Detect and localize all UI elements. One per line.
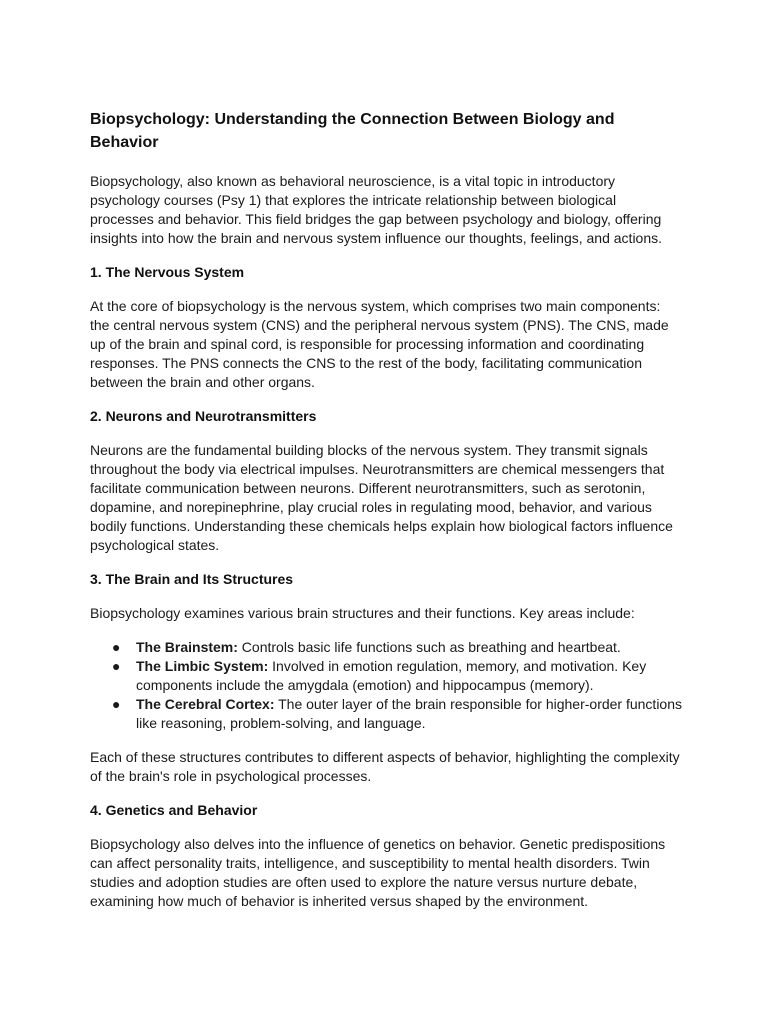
section-after-brain-structures: Each of these structures contributes to different aspects of behavior, highlighting the complexity of the brain's role in psychological processes. [90, 749, 680, 784]
section-heading-brain-structures: 3. The Brain and Its Structures [90, 571, 294, 587]
list-item [90, 638, 682, 657]
list-item [90, 657, 682, 695]
bullet-icon: ● [112, 658, 121, 674]
section-heading-nervous-system: 1. The Nervous System [90, 264, 245, 280]
document-page [90, 108, 682, 926]
bullet-icon: ● [112, 639, 121, 655]
section-body-brain-structures: Biopsychology examines various brain structures and their functions. Key areas include: [90, 605, 635, 621]
list-item [90, 695, 682, 733]
list-item-text: Controls basic life functions such as breathing and heartbeat. [237, 639, 621, 655]
list-item-text: Involved in emotion regulation, memory, and motivation. Key components include the amygdala (emotion) and hippocampus (memory). [136, 658, 647, 693]
list-item-term: The Limbic System: [136, 658, 269, 674]
brain-structures-list [90, 638, 682, 733]
section-heading-neurons: 2. Neurons and Neurotransmitters [90, 408, 317, 424]
section-body-genetics: Biopsychology also delves into the influence of genetics on behavior. Genetic predispositions can affect personality traits, intelligence, and susceptibility to mental health disorders. Twin studies and adoption studies are often used to explore the nature versus nurture debate, examining how much of behavior is inherited versus shaped by the environment. [90, 836, 666, 909]
bullet-icon: ● [112, 696, 121, 712]
intro-paragraph: Biopsychology, also known as behavioral neuroscience, is a vital topic in introductory psychology courses (Psy 1) that explores the intricate relationship between biological processes and behavior. This field bridges the gap between psychology and biology, offering insights into how the brain and nervous system influence our thoughts, feelings, and actions. [90, 173, 663, 246]
list-item-text: The outer layer of the brain responsible for higher-order functions like reasoning, problem-solving, and language. [136, 696, 683, 731]
list-item-term: The Brainstem: [136, 639, 238, 655]
list-item-term: The Cerebral Cortex: [136, 696, 275, 712]
section-body-neurons: Neurons are the fundamental building blocks of the nervous system. They transmit signals throughout the body via electrical impulses. Neurotransmitters are chemical messengers that facilitate communication between neurons. Different neurotransmitters, such as serotonin, dopamine, and norepinephrine, play crucial roles in regulating mood, behavior, and various bodily functions. Understanding these chemicals helps explain how biological factors influence psychological states. [90, 442, 673, 553]
section-heading-genetics: 4. Genetics and Behavior [90, 802, 258, 818]
document-title: Biopsychology: Understanding the Connection Between Biology and Behavior [90, 111, 615, 151]
section-body-nervous-system: At the core of biopsychology is the nervous system, which comprises two main components: the central nervous system (CNS) and the peripheral nervous system (PNS). The CNS, made up of the brain and spinal cord, is responsible for processing information and coordinating responses. The PNS connects the CNS to the rest of the body, facilitating communication between the brain and other organs. [90, 298, 669, 390]
